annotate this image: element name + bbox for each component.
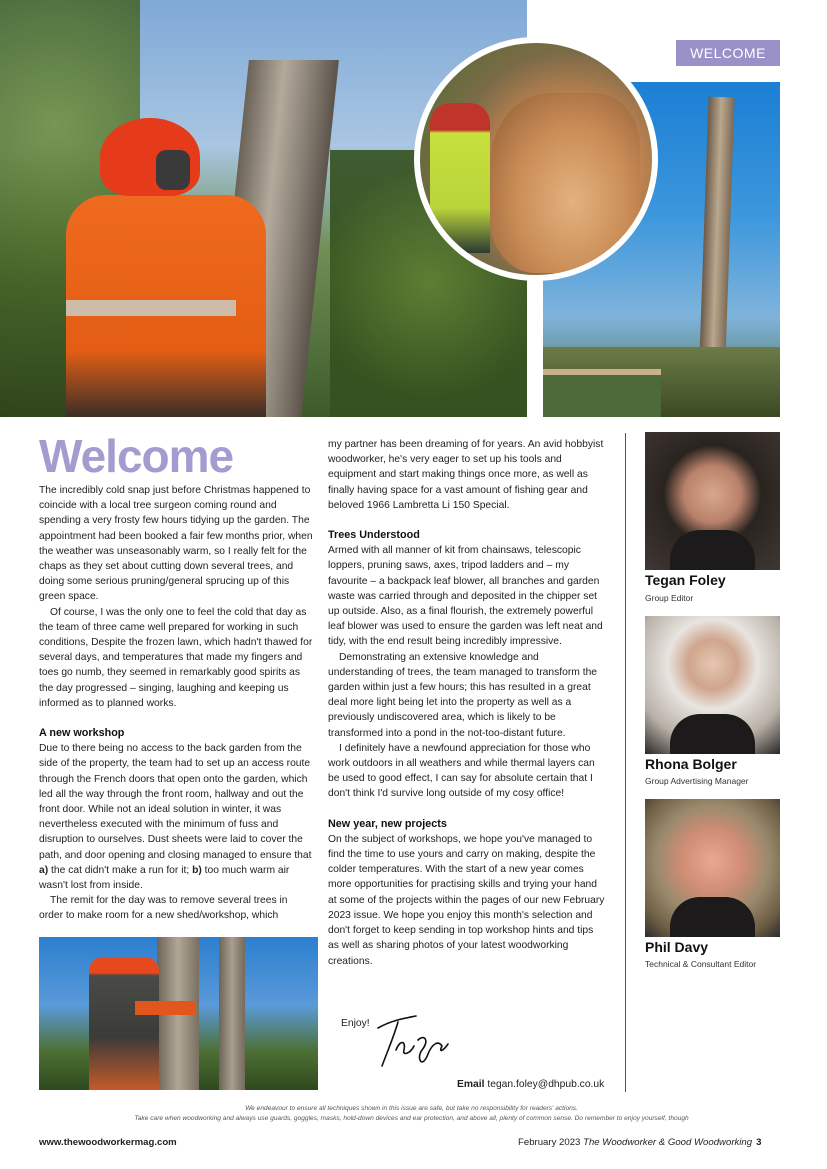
article-column-2 bbox=[328, 437, 606, 969]
article-column-1 bbox=[39, 483, 314, 924]
paragraph: my partner has been dreaming of for years. An avid hobbyist woodworker, he's very eager to set up his tools and equipment and start making things once more, as well as finally having space for a vast amount of fishing gear and beloved 1966 Lambretta Li 150 Special. bbox=[328, 439, 604, 511]
subheading: Trees Understood bbox=[328, 529, 420, 542]
staff-name: Tegan Foley bbox=[645, 572, 726, 588]
paragraph: The incredibly cold snap just before Christmas happened to coincide with a local tree surgeon coming round and spending a very frosty few hours tidying up the garden. The appointment had been booked a fair few months prior, when the weather was unseasonably warm, so I really felt for the chaps as they set about cutting down several trees, and doing some serious pruning/general sprucing up of this green space. bbox=[39, 485, 313, 603]
staff-role: Group Advertising Manager bbox=[645, 776, 749, 786]
staff-name: Rhona Bolger bbox=[645, 756, 737, 772]
editor-email[interactable]: Email tegan.foley@dhpub.co.uk bbox=[457, 1079, 605, 1090]
staff-role: Group Editor bbox=[645, 593, 694, 603]
subheading: A new workshop bbox=[39, 727, 125, 740]
section-tag: WELCOME bbox=[676, 40, 780, 66]
paragraph: Demonstrating an extensive knowledge and understanding of trees, the team managed to transform the garden within just a few hours; this has resulted in a great deal more light being let into the property as well as a previously undiscovered area, which is likely to be transformed into a pond in the not-too-distant future. bbox=[328, 651, 598, 739]
staff-photo-phil bbox=[645, 799, 780, 937]
staff-photo-rhona bbox=[645, 616, 780, 754]
stump-circle-photo bbox=[414, 37, 658, 281]
paragraph: The remit for the day was to remove several trees in order to make room for a new shed/workshop, which bbox=[39, 895, 288, 922]
paragraph: Of course, I was the only one to feel the cold that day as the team of three came well prepared for working in such conditions, Despite the frozen lawn, which hadn't thawed for several days, and temperatures that made my fingers and toes go numb, they seemed in remarkably good spirits as the day progressed – singing, laughing and keeping us informed as to planned works. bbox=[39, 606, 313, 709]
page-title: Welcome bbox=[39, 430, 234, 482]
staff-role: Technical & Consultant Editor bbox=[645, 959, 757, 969]
signoff: Enjoy! bbox=[341, 1018, 370, 1029]
paragraph: On the subject of workshops, we hope you've managed to find the time to use yours and carry on making, despite the colder temperatures. With the start of a new year comes more opportunities for practising skills and trying your hand at some of the projects within the pages of our new February 2023 issue. We hope you enjoy this month's selection and don't forget to keep sending in top workshop hints and tips as well as sharing photos of your latest woodworking creations. bbox=[328, 833, 605, 967]
staff-photo-tegan bbox=[645, 432, 780, 570]
safety-disclaimer: We endeavour to ensure all techniques shown in this issue are safe, but take no responsibility for readers' actions. bbox=[245, 1105, 578, 1112]
paragraph: Due to there being no access to the back garden from the side of the property, the team had to set up an access route through the French doors that open onto the garden, which led all the way through the front room, hallway and out the front door. While not an ideal solution in winter, it was nevertheless executed with the minimum of fuss and disruption to ourselves. Dust sheets were laid to cover the path, and door opening and closing managed to ensure that a) the cat didn't make a run for it; b) too much warm air wasn't lost from inside. bbox=[39, 743, 312, 892]
paragraph: Armed with all manner of kit from chainsaws, telescopic loppers, pruning saws, axes, tripod ladders and – my favourite – a backpack leaf blower, all branches and garden waste was carried through and deposited in the chipper set up outside. Also, as a final flourish, the extremely powerful leaf blower was used to ensure the garden was left neat and tidy, with the end result being incredibly impressive. bbox=[328, 545, 603, 648]
arborist-chainsaw-photo bbox=[39, 937, 318, 1090]
folio: February 2023 The Woodworker & Good Woodworking 3 bbox=[518, 1137, 762, 1148]
website-link[interactable]: www.thewoodworkermag.com bbox=[39, 1137, 177, 1148]
paragraph: I definitely have a newfound appreciation for those who work outdoors in all weathers and while thermal layers can be used to good effect, I can say for absolute certain that I don't think I'd survive long outside of my cosy office! bbox=[328, 742, 595, 800]
subheading: New year, new projects bbox=[328, 817, 447, 830]
signature-image bbox=[372, 1010, 452, 1072]
staff-name: Phil Davy bbox=[645, 939, 709, 955]
column-divider bbox=[625, 433, 626, 1092]
safety-disclaimer: Take care when woodworking and always use guards, goggles, masks, hold-down devices and ear protection, and above all, plenty of common sense. Do remember to enjoy yourself, though bbox=[134, 1115, 689, 1122]
